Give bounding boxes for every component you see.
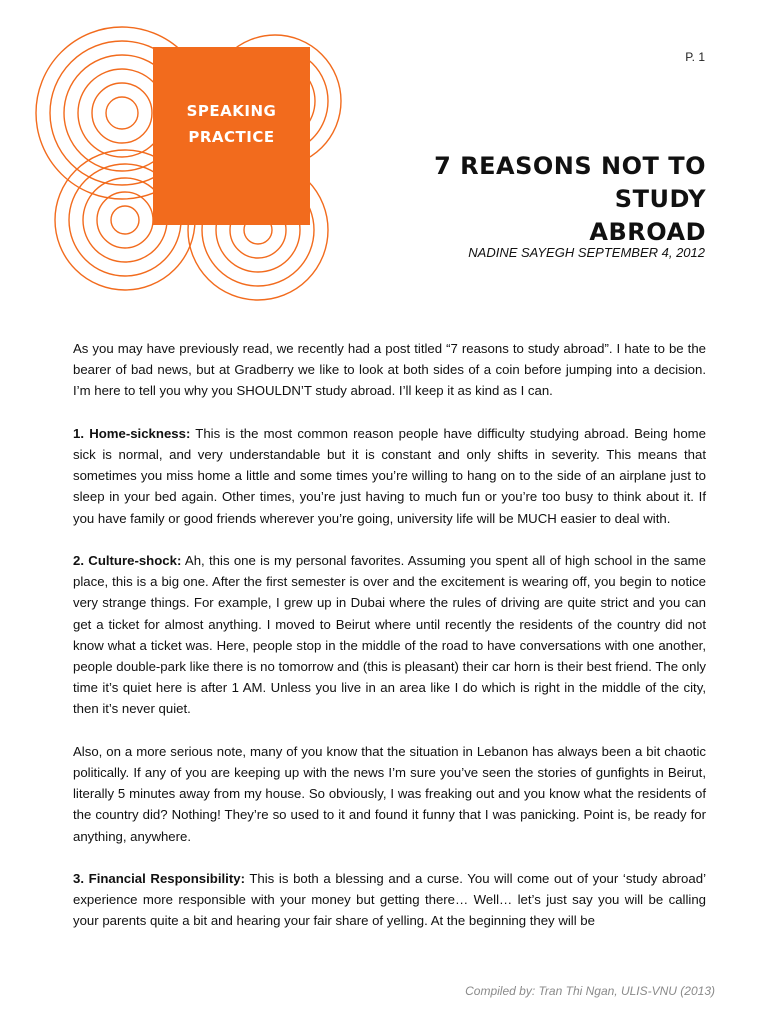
speaking-practice-badge [153,47,310,225]
reason-3-text: This is both a blessing and a curse. You will come out of your ‘study abroad’ experience more responsible with your money but getting there… Well… let’s just say you will be calling your parents quite a bit and hearing your fair share of yelling. At the beginning they will be [73,871,706,929]
reason-3-paragraph [73,868,706,932]
badge-line-2: PRACTICE [188,128,275,146]
author-date: NADINE SAYEGH SEPTEMBER 4, 2012 [468,245,705,260]
reason-1-paragraph [73,423,706,529]
article-body [73,338,706,953]
page-number: P. 1 [685,50,705,64]
badge-line-1: SPEAKING [186,102,277,120]
decorative-ring [97,192,153,248]
reason-1-heading: 1. Home-sickness: [73,425,191,441]
intro-paragraph: As you may have previously read, we recently had a post titled “7 reasons to study abroad”. I hate to be the bearer of bad news, but at Gradberry we like to look at both sides of a coin before jumping into a decision. I’m here to tell you why you SHOULDN’T study abroad. I’ll keep it as kind as I can. [73,341,706,399]
compiled-by-footer: Compiled by: Tran Thi Ngan, ULIS-VNU (2013) [465,984,715,998]
decorative-ring [92,83,152,143]
decorative-ring [106,97,138,129]
article-title [346,150,706,249]
title-line-1: 7 REASONS NOT TO STUDY [434,152,706,213]
title-line-2: ABROAD [589,218,706,246]
decorative-ring [111,206,139,234]
reason-2-continued-paragraph: Also, on a more serious note, many of you know that the situation in Lebanon has always been a bit chaotic politically. If any of you are keeping up with the news I’m sure you’ve seen the stories of gunfights in Beirut, literally 5 minutes away from my house. So obviously, I was freaking out and you know what the residents of the country did? Nothing! They’re so used to it and found it funny that I was panicking. Point is, be ready for anything, anywhere. [73,743,706,844]
reason-3-heading: 3. Financial Responsibility: [73,871,245,887]
reason-1-text: This is the most common reason people have difficulty studying abroad. Being home sick is normal, and very understandable but it is constant and only shifts in severity. This means that sometimes you miss home a little and some times you’re willing to hang on to the side of an airplane just to sleep in your bed again. Other times, you’re just having to much fun or you’re too busy to think about it. If you have family or good friends wherever you’re going, university life will be MUCH easier to deal with. [73,425,706,526]
reason-2-paragraph [73,550,706,720]
reason-2-text: Ah, this one is my personal favorites. Assuming you spent all of high school in the same place, this is a big one. After the first semester is over and the excitement is wearing off, you begin to notice very strange things. For example, I grew up in Dubai where the rules of driving are quite strict and you can get a ticket for almost anything. I moved to Beirut where until recently the residents of the country did not know what a ticket was. Here, people stop in the middle of the road to have conversations with one another, people double-park like there is no tomorrow and (this is pleasant) their car horn is their best friend. The only time it’s quiet here is after 1 AM. Unless you live in an area like I do which is right in the middle of the city, then it’s never quiet. [73,553,707,717]
reason-2-heading: 2. Culture-shock: [73,553,182,568]
